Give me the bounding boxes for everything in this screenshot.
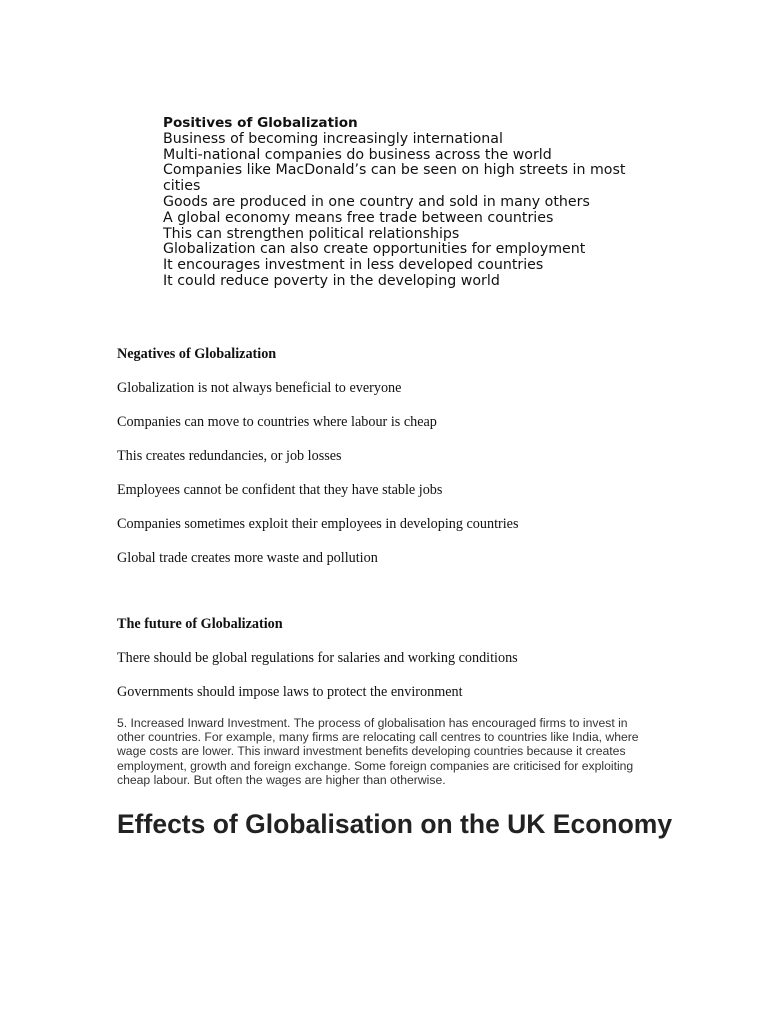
positives-item: It encourages investment in less developed countries [163, 257, 544, 274]
positives-item: Multi-national companies do business across the world [163, 146, 552, 163]
positives-item: This can strengthen political relationships [163, 225, 460, 242]
positives-item: Globalization can also create opportunities for employment [163, 241, 586, 258]
positives-item: Business of becoming increasingly international [163, 130, 503, 147]
effects-heading: Effects of Globalisation on the UK Economy [117, 809, 673, 839]
future-section [117, 615, 677, 717]
negatives-item: Globalization is not always beneficial to everyone [117, 380, 402, 396]
future-heading: The future of Globalization [117, 616, 283, 632]
positives-item: Goods are produced in one country and sold in many others [163, 193, 590, 210]
inward-investment-paragraph: 5. Increased Inward Investment. The process of globalisation has encouraged firms to invest in other countries. For example, many firms are relocating call centres to countries like India, where wage costs are lower. This inward investment benefits developing countries because it creates employment, growth and foreign exchange. Some foreign companies are criticised for exploiting cheap labour. But often the wages are higher than otherwise. [117, 716, 639, 787]
negatives-section [117, 345, 677, 583]
future-item: Governments should impose laws to protect the environment [117, 684, 463, 700]
negatives-item: Companies can move to countries where labour is cheap [117, 414, 437, 430]
positives-item: A global economy means free trade between countries [163, 209, 554, 226]
positives-item: It could reduce poverty in the developing world [163, 272, 500, 289]
negatives-item: This creates redundancies, or job losses [117, 448, 342, 464]
negatives-item: Companies sometimes exploit their employees in developing countries [117, 516, 519, 532]
positives-heading: Positives of Globalization [163, 115, 358, 131]
positives-section [163, 116, 643, 290]
negatives-heading: Negatives of Globalization [117, 346, 277, 362]
negatives-item: Employees cannot be confident that they have stable jobs [117, 482, 443, 498]
negatives-item: Global trade creates more waste and pollution [117, 550, 378, 566]
positives-item: Companies like MacDonald’s can be seen on high streets in most cities [163, 162, 626, 195]
future-item: There should be global regulations for salaries and working conditions [117, 650, 518, 666]
